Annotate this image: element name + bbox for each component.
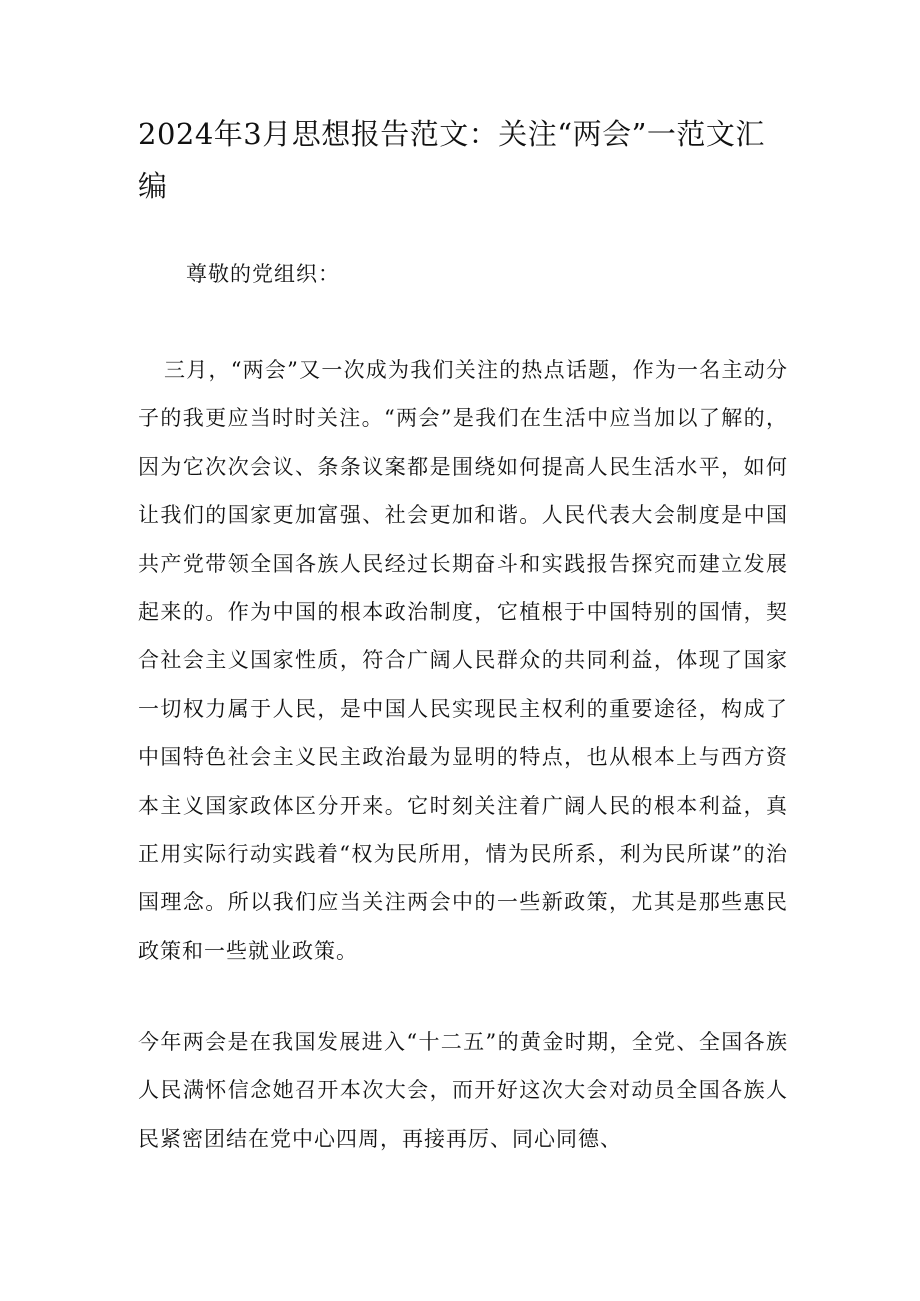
body-paragraph-2: 今年两会是在我国发展进入“十二五”的黄金时期，全党、全国各族人民满怀信念她召开本次大会，而开好这次大会对动员全国各族人民紧密团结在党中心四周，再接再厉、同心同德、 — [138, 1030, 788, 1151]
document-title: 2024年3月思想报告范文：关注“两会”一范文汇编 — [138, 117, 765, 203]
salutation: 尊敬的党组织： — [186, 262, 340, 286]
body-paragraph-1: 三月，“两会”又一次成为我们关注的热点话题，作为一名主动分子的我更应当时时关注。“两会”是我们在生活中应当加以了解的，因为它次次会议、条条议案都是围绕如何提高人民生活水平，如何让我们的国家更加富强、社会更加和谐。人民代表大会制度是中国共产党带领全国各族人民经过长期奋斗和实践报告探究而建立发展起来的。作为中国的根本政治制度，它植根于中国特别的国情，契合社会主义国家性质，符合广阔人民群众的共同利益，体现了国家一切权力属于人民，是中国人民实现民主权利的重要途径，构成了中国特色社会主义民主政治最为显明的特点，也从根本上与西方资本主义国家政体区分开来。它时刻关注着广阔人民的根本利益，真正用实际行动实践着“权为民所用，情为民所系，利为民所谋”的治国理念。所以我们应当关注两会中的一些新政策，尤其是那些惠民政策和一些就业政策。 — [138, 358, 788, 963]
